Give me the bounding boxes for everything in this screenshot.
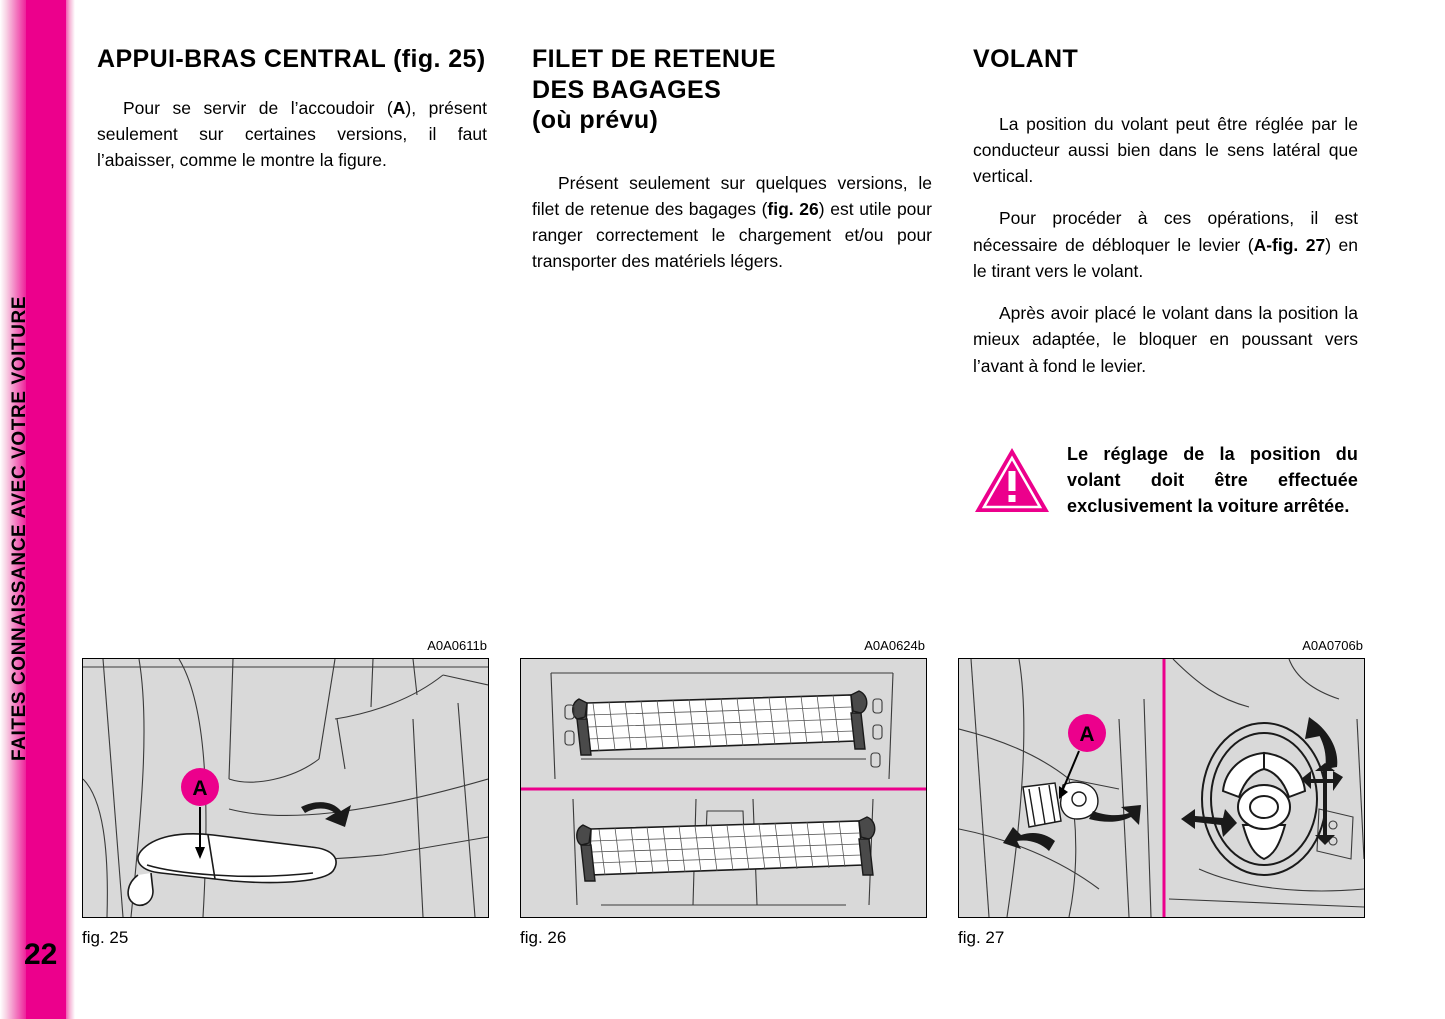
section-title-luggage-line-3: (où prévu) bbox=[532, 106, 659, 134]
section-title-armrest bbox=[97, 44, 487, 75]
figure-26-caption: fig. 26 bbox=[520, 928, 567, 947]
section-title-armrest-main: APPUI-BRAS CENTRAL bbox=[97, 45, 386, 73]
figure-25-image bbox=[82, 658, 489, 918]
figure-26-image bbox=[520, 658, 927, 918]
chapter-label: FAITES CONNAISSANCE AVEC VOTRE VOITURE bbox=[9, 295, 30, 761]
column-armrest bbox=[97, 44, 487, 189]
warning-text: Le réglage de la position du volant doit être effectuée exclusivement la voiture arrêtée. bbox=[1067, 443, 1358, 517]
figure-27-image bbox=[958, 658, 1365, 918]
figure-25-callout-label: A bbox=[192, 777, 208, 800]
figure-25 bbox=[82, 638, 487, 948]
warning-box bbox=[973, 441, 1358, 521]
paragraph-steering-3: Après avoir placé le volant dans la position la mieux adaptée, le bloquer en poussant vers l’avant à fond le levier. bbox=[973, 303, 1358, 376]
warning-triangle-icon bbox=[973, 445, 1051, 515]
column-luggage-net bbox=[532, 44, 932, 291]
paragraph-luggage-1: Présent seulement sur quelques versions, le filet de retenue des bagages (fig. 26) est utile pour ranger correctement le chargement et/ou pour transporter des matériels légers. bbox=[532, 172, 932, 272]
paragraph-steering-2: Pour procéder à ces opérations, il est nécessaire de débloquer le levier (A-fig. 27) en le tirant vers le volant. bbox=[973, 208, 1358, 281]
figure-25-caption: fig. 25 bbox=[82, 928, 129, 947]
section-title-luggage-line-1: FILET DE RETENUE bbox=[532, 45, 776, 73]
figure-26 bbox=[520, 638, 925, 948]
section-title-luggage-line-2: DES BAGAGES bbox=[532, 75, 722, 104]
section-title-armrest-ref: (fig. 25) bbox=[393, 45, 486, 73]
column-steering-wheel bbox=[973, 44, 1358, 521]
section-title-steering-wheel: VOLANT bbox=[973, 45, 1079, 73]
section-title-luggage-net bbox=[532, 44, 932, 136]
page-number: 22 bbox=[24, 938, 58, 971]
paragraph-armrest-1: Pour se servir de l’accoudoir (A), présent seulement sur certaines versions, il faut l’abaisser, comme le montre la figure. bbox=[97, 97, 487, 170]
paragraph-steering-1: La position du volant peut être réglée par le conducteur aussi bien dans le sens latéral que vertical. bbox=[973, 113, 1358, 186]
figure-27-caption: fig. 27 bbox=[958, 928, 1005, 947]
figure-25-code: A0A0611b bbox=[427, 638, 487, 653]
figure-27 bbox=[958, 638, 1363, 948]
figures-row bbox=[0, 638, 1445, 988]
figure-26-code: A0A0624b bbox=[864, 638, 925, 653]
figure-27-callout-label: A bbox=[1079, 723, 1095, 746]
figure-27-code: A0A0706b bbox=[1302, 638, 1363, 653]
